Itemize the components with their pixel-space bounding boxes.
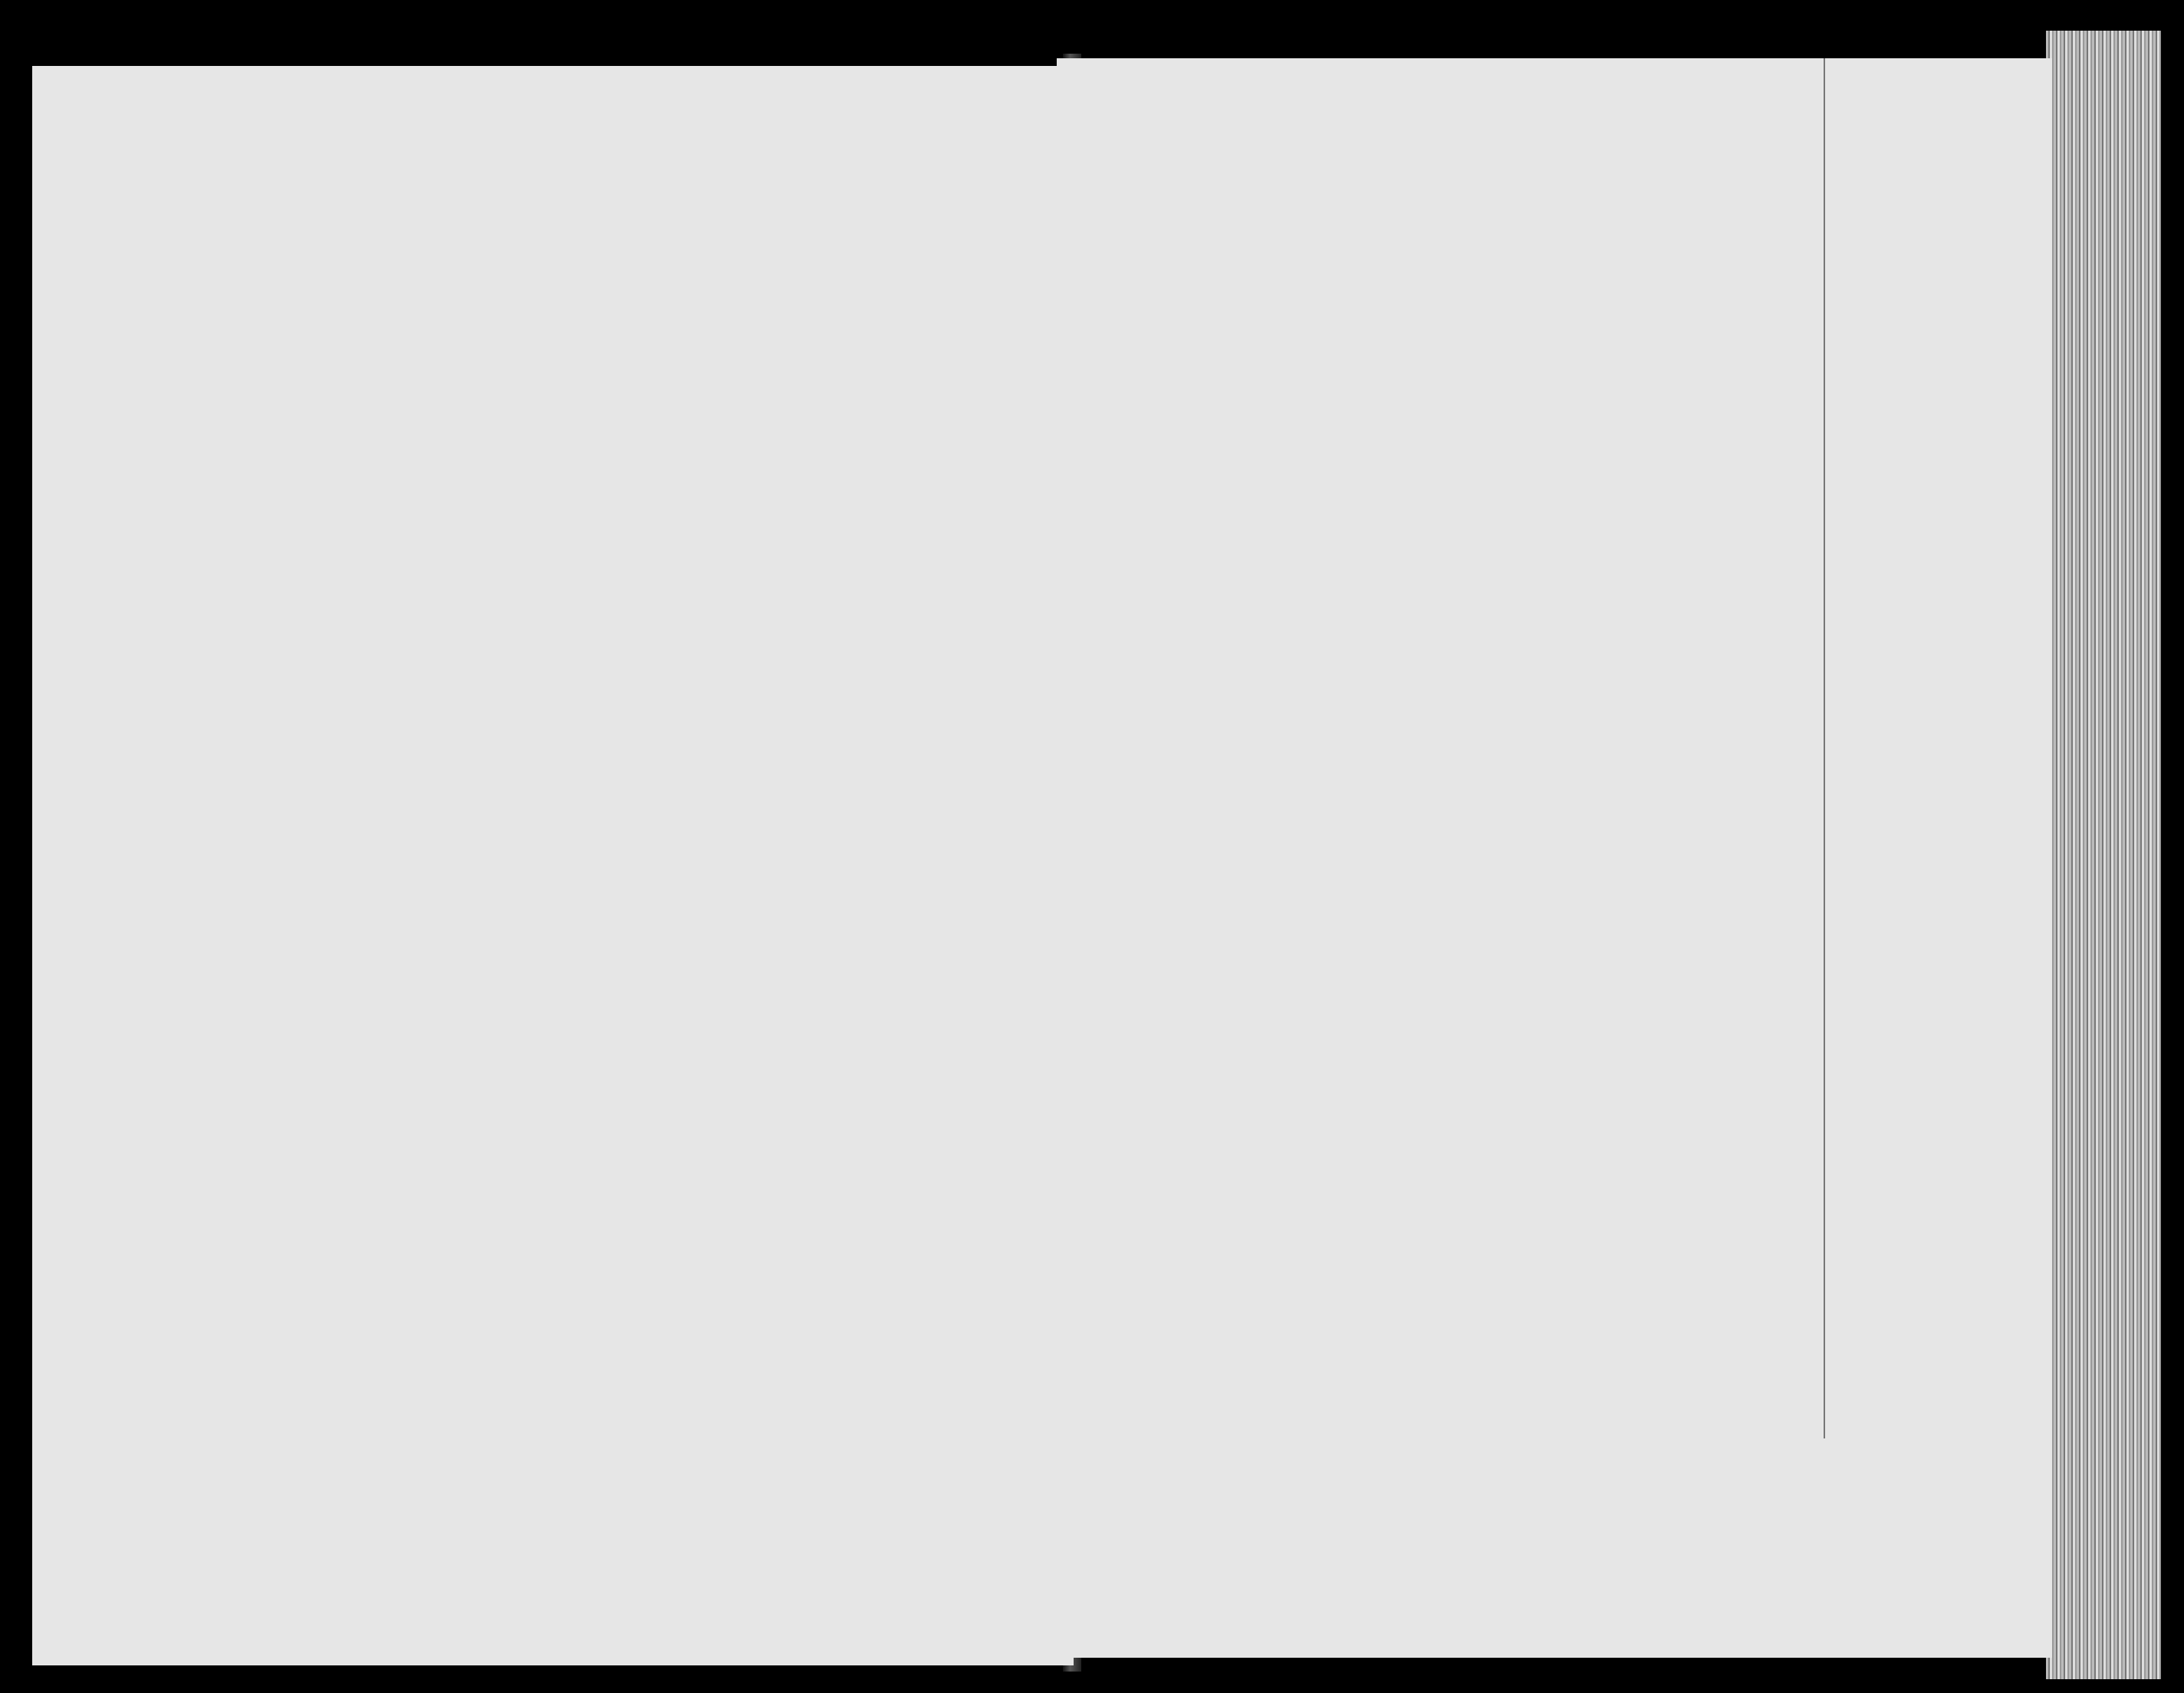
page-edges: [2046, 31, 2161, 1679]
left-page: [32, 66, 1074, 1665]
right-page: [1057, 58, 2052, 1658]
column-rule: [1824, 58, 1825, 1438]
